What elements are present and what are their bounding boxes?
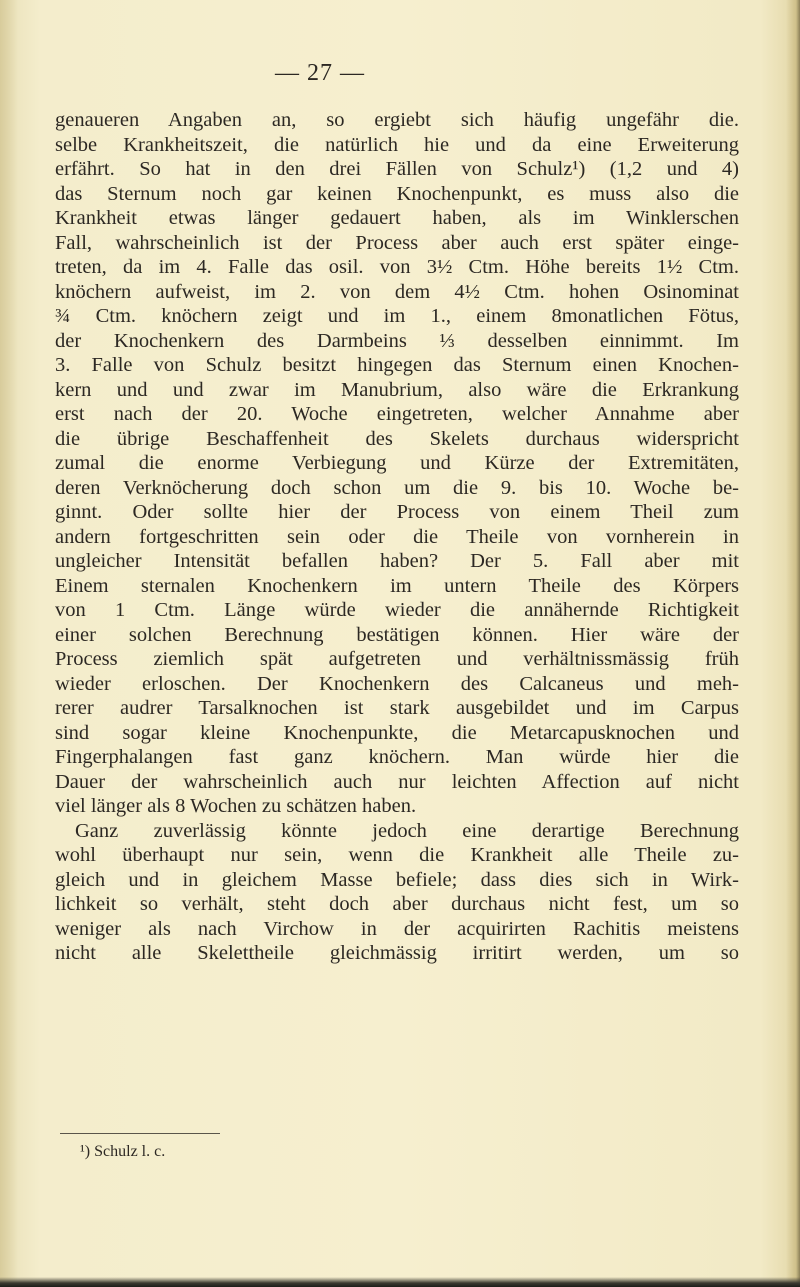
text-line: deren Verknöcherung doch schon um die 9. bis 10. Woche be- (55, 476, 739, 499)
text-line: knöchern aufweist, im 2. von dem 4½ Ctm. hohen Osinominat (55, 280, 739, 303)
text-line: einer solchen Berechnung bestätigen können. Hier wäre der (55, 623, 739, 646)
text-line: weniger als nach Virchow in der acquirirten Rachitis meistens (55, 917, 739, 940)
text-line: genaueren Angaben an, so ergiebt sich häufig ungefähr die. (55, 109, 739, 131)
text-line: wohl überhaupt nur sein, wenn die Krankheit alle Theile zu- (55, 844, 739, 866)
text-line: rerer audrer Tarsalknochen ist stark ausgebildet und im Carpus (55, 697, 739, 719)
text-line: ¾ Ctm. knöchern zeigt und im 1., einem 8monatlichen Fötus, (55, 305, 739, 327)
text-line: zumal die enorme Verbiegung und Kürze der Extremitäten, (55, 452, 739, 474)
page-bottom-edge (0, 1277, 800, 1287)
text-line: gleich und in gleichem Masse befiele; dass dies sich in Wirk- (55, 868, 739, 891)
text-line: Einem sternalen Knochenkern im untern Theile des Körpers (55, 574, 739, 597)
text-line: sind sogar kleine Knochenpunkte, die Metarcapusknochen und (55, 721, 739, 744)
text-line: wieder erloschen. Der Knochenkern des Calcaneus und meh- (55, 672, 739, 695)
page-number: — 27 — (275, 60, 365, 86)
text-line: selbe Krankheitszeit, die natürlich hie und da eine Erweiterung (55, 133, 739, 156)
text-line: ginnt. Oder sollte hier der Process von einem Theil zum (55, 501, 739, 523)
page-right-edge (786, 0, 800, 1287)
text-line-paragraph-end: viel länger als 8 Wochen zu schätzen haben. (55, 795, 417, 817)
text-line: Fall, wahrscheinlich ist der Process aber auch erst später einge- (55, 231, 739, 254)
text-line: lichkeit so verhält, steht doch aber durchaus nicht fest, um so (55, 893, 739, 915)
text-line: der Knochenkern des Darmbeins ⅓ desselben einnimmt. Im (55, 329, 739, 352)
footnote-rule (60, 1133, 220, 1134)
text-line: ungleicher Intensität befallen haben? Der 5. Fall aber mit (55, 550, 739, 572)
text-line: Fingerphalangen fast ganz knöchern. Man würde hier die (55, 746, 739, 768)
text-line: Krankheit etwas länger gedauert haben, als im Winklerschen (55, 207, 739, 229)
text-line: erfährt. So hat in den drei Fällen von Schulz¹) (1,2 und 4) (55, 158, 739, 180)
text-line: Process ziemlich spät aufgetreten und verhältnissmässig früh (55, 648, 739, 670)
text-line: das Sternum noch gar keinen Knochenpunkt, es muss also die (55, 182, 739, 205)
text-line-paragraph-start: Ganz zuverlässig könnte jedoch eine derartige Berechnung (75, 819, 739, 842)
text-line: erst nach der 20. Woche eingetreten, welcher Annahme aber (55, 403, 739, 425)
text-line: 3. Falle von Schulz besitzt hingegen das Sternum einen Knochen- (55, 354, 739, 376)
text-line: Dauer der wahrscheinlich auch nur leichten Affection auf nicht (55, 770, 739, 793)
footnote: ¹) Schulz l. c. (80, 1143, 166, 1160)
text-line: die übrige Beschaffenheit des Skelets durchaus widerspricht (55, 427, 739, 450)
body-text (55, 108, 739, 966)
text-line: andern fortgeschritten sein oder die Theile von vornherein in (55, 525, 739, 548)
text-line: nicht alle Skelettheile gleichmässig irritirt werden, um so (55, 942, 739, 964)
page-gutter-shadow (0, 0, 18, 1287)
text-line: treten, da im 4. Falle das osil. von 3½ Ctm. Höhe bereits 1½ Ctm. (55, 256, 739, 278)
text-line: kern und und zwar im Manubrium, also wäre die Erkrankung (55, 378, 739, 401)
text-line: von 1 Ctm. Länge würde wieder die annähernde Richtigkeit (55, 599, 739, 621)
